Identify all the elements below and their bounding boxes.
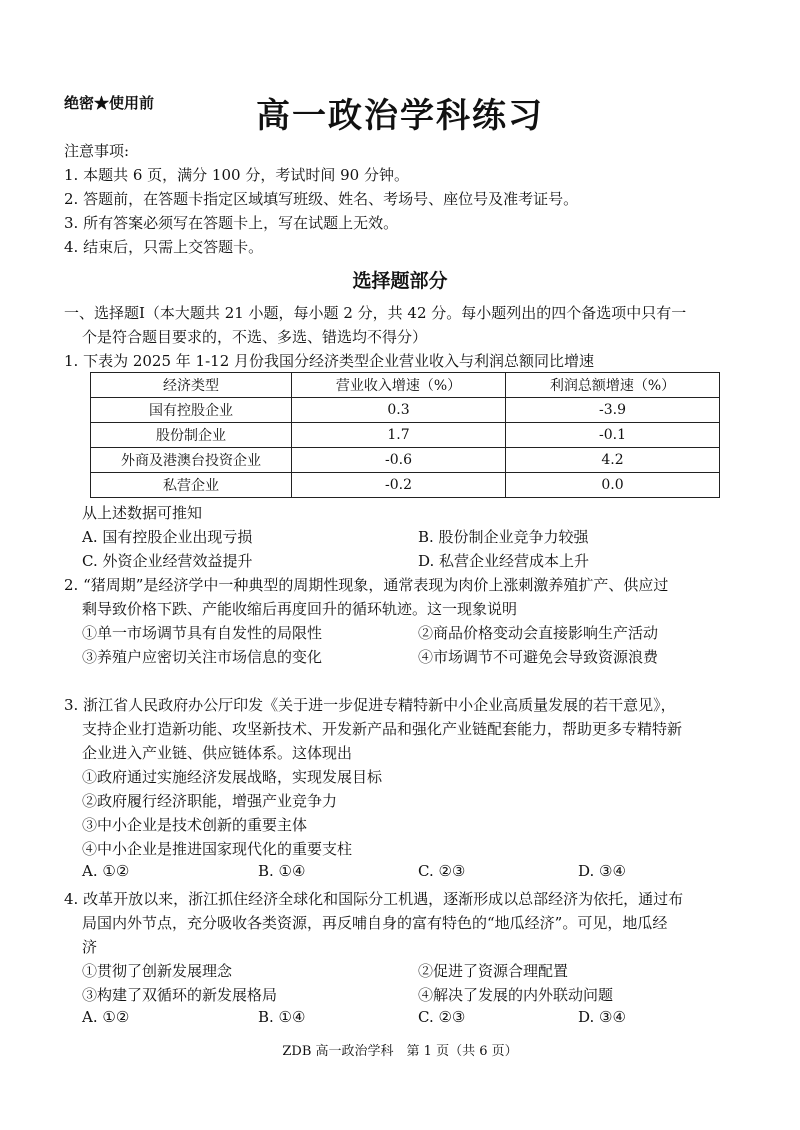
table-row bbox=[91, 398, 720, 423]
table-cell: 0.3 bbox=[292, 398, 506, 423]
notice-item-2: 2. 答题前，在答题卡指定区域填写班级、姓名、考场号、座位号及准考证号。 bbox=[64, 190, 579, 208]
q2-statement-4: ④市场调节不可避免会导致资源浪费 bbox=[418, 648, 659, 666]
q4-statement-1: ①贯彻了创新发展理念 bbox=[82, 962, 233, 980]
q4-statement-3: ③构建了双循环的新发展格局 bbox=[82, 986, 278, 1004]
q4-option-d: D. ③④ bbox=[578, 1008, 626, 1026]
table-cell: 1.7 bbox=[292, 423, 506, 448]
q1-infer: 从上述数据可推知 bbox=[82, 504, 203, 522]
q3-option-a: A. ①② bbox=[82, 862, 130, 880]
table-cell: -3.9 bbox=[506, 398, 720, 423]
q3-statement-3: ③中小企业是技术创新的重要主体 bbox=[82, 816, 308, 834]
q1-option-a: A. 国有控股企业出现亏损 bbox=[82, 528, 253, 546]
table-header-cell: 经济类型 bbox=[91, 373, 292, 398]
table-cell: 0.0 bbox=[506, 473, 720, 498]
q2-statement-2: ②商品价格变动会直接影响生产活动 bbox=[418, 624, 659, 642]
q1-option-b: B. 股份制企业竞争力较强 bbox=[418, 528, 589, 546]
table-cell: -0.1 bbox=[506, 423, 720, 448]
section-intro-line2: 个是符合题目要求的，不选、多选、错选均不得分） bbox=[82, 328, 428, 346]
q1-option-c: C. 外资企业经营效益提升 bbox=[82, 552, 253, 570]
q2-stem-line2: 剩导致价格下跌、产能收缩后再度回升的循环轨迹。这一现象说明 bbox=[82, 600, 518, 618]
q4-stem-line1: 4. 改革开放以来，浙江抓住经济全球化和国际分工机遇，逐渐形成以总部经济为依托，通过布 bbox=[64, 890, 684, 908]
table-row bbox=[91, 448, 720, 473]
q1-option-d: D. 私营企业经营成本上升 bbox=[418, 552, 590, 570]
table-row bbox=[91, 473, 720, 498]
q3-stem-line2: 支持企业打造新功能、攻坚新技术、开发新产品和强化产业链配套能力，帮助更多专精特新 bbox=[82, 720, 683, 738]
table-cell: 国有控股企业 bbox=[91, 398, 292, 423]
q3-option-b: B. ①④ bbox=[258, 862, 306, 880]
table-cell: -0.6 bbox=[292, 448, 506, 473]
table-cell: 股份制企业 bbox=[91, 423, 292, 448]
q3-stem-line1: 3. 浙江省人民政府办公厅印发《关于进一步促进专精特新中小企业高质量发展的若干意见》， bbox=[64, 696, 676, 714]
q3-stem-line3: 企业进入产业链、供应链体系。这体现出 bbox=[82, 744, 353, 762]
section-title: 选择题部分 bbox=[352, 270, 448, 292]
q4-option-a: A. ①② bbox=[82, 1008, 130, 1026]
confidential-label: 绝密★使用前 bbox=[64, 94, 155, 112]
q4-statement-2: ②促进了资源合理配置 bbox=[418, 962, 569, 980]
section-intro-line1: 一、选择题Ⅰ（本大题共 21 小题，每小题 2 分，共 42 分。每小题列出的四个备选项中只有一 bbox=[64, 304, 687, 322]
q4-option-b: B. ①④ bbox=[258, 1008, 306, 1026]
q1-data-table bbox=[90, 372, 720, 498]
table-header-cell: 利润总额增速（%） bbox=[506, 373, 720, 398]
table-header-cell: 营业收入增速（%） bbox=[292, 373, 506, 398]
q2-statement-3: ③养殖户应密切关注市场信息的变化 bbox=[82, 648, 323, 666]
q4-statement-4: ④解决了发展的内外联动问题 bbox=[418, 986, 614, 1004]
q2-statement-1: ①单一市场调节具有自发性的局限性 bbox=[82, 624, 323, 642]
q4-stem-line3: 济 bbox=[82, 938, 98, 956]
notice-item-4: 4. 结束后，只需上交答题卡。 bbox=[64, 238, 264, 256]
page-title: 高一政治学科练习 bbox=[256, 96, 544, 136]
q3-statement-4: ④中小企业是推进国家现代化的重要支柱 bbox=[82, 840, 353, 858]
table-cell: 4.2 bbox=[506, 448, 720, 473]
q4-option-c: C. ②③ bbox=[418, 1008, 466, 1026]
q3-statement-1: ①政府通过实施经济发展战略，实现发展目标 bbox=[82, 768, 383, 786]
notice-heading: 注意事项: bbox=[64, 142, 130, 160]
q3-option-d: D. ③④ bbox=[578, 862, 626, 880]
table-row bbox=[91, 423, 720, 448]
table-header-row bbox=[91, 373, 720, 398]
q3-statement-2: ②政府履行经济职能，增强产业竞争力 bbox=[82, 792, 338, 810]
page-footer: ZDB 高一政治学科 第 1 页（共 6 页） bbox=[282, 1044, 518, 1059]
table-cell: 外商及港澳台投资企业 bbox=[91, 448, 292, 473]
table-cell: -0.2 bbox=[292, 473, 506, 498]
notice-item-1: 1. 本题共 6 页，满分 100 分，考试时间 90 分钟。 bbox=[64, 166, 409, 184]
q4-stem-line2: 局国内外节点，充分吸收各类资源，再反哺自身的富有特色的“地瓜经济”。可见，地瓜经 bbox=[82, 914, 668, 932]
q3-option-c: C. ②③ bbox=[418, 862, 466, 880]
q2-stem-line1: 2. “猪周期”是经济学中一种典型的周期性现象，通常表现为肉价上涨刺激养殖扩产、供应过 bbox=[64, 576, 669, 594]
table-cell: 私营企业 bbox=[91, 473, 292, 498]
notice-item-3: 3. 所有答案必须写在答题卡上，写在试题上无效。 bbox=[64, 214, 399, 232]
q1-stem: 1. 下表为 2025 年 1-12 月份我国分经济类型企业营业收入与利润总额同比增速 bbox=[64, 352, 595, 370]
